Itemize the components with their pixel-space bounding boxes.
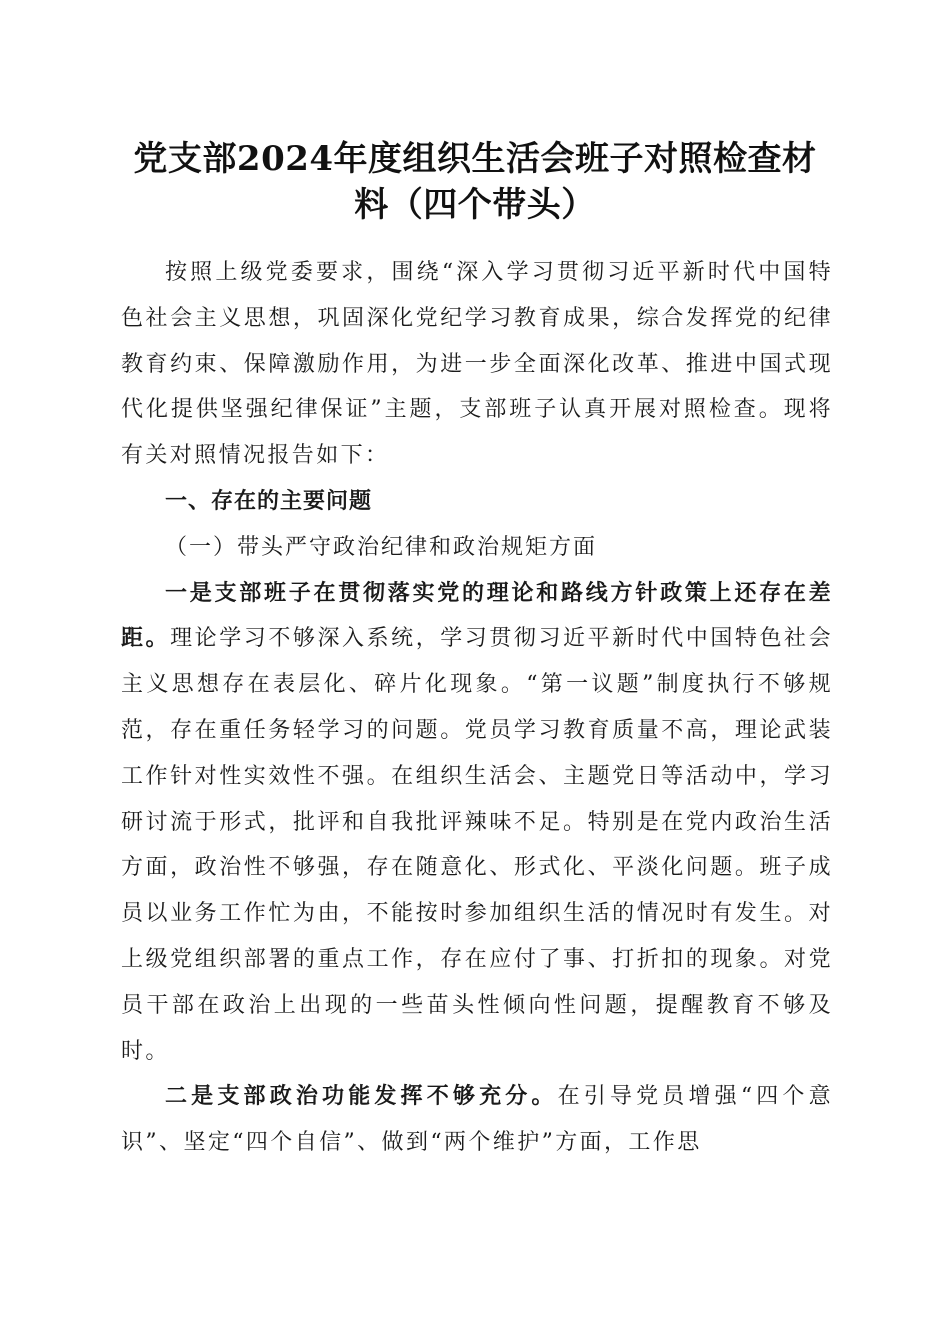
point-2-paragraph: [121, 1074, 833, 1166]
document-body: [121, 250, 833, 1166]
subsection-heading-political-discipline: （一）带头严守政治纪律和政治规矩方面: [165, 534, 598, 560]
intro-paragraph: 按照上级党委要求，围绕“深入学习贯彻习近平新时代中国特色社会主义思想，巩固深化党纪学习教育成果，综合发挥党的纪律教育约束、保障激励作用，为进一步全面深化改革、推进中国式现代化提供坚强纪律保证”主题，支部班子认真开展对照检查。现将有关对照情况报告如下：: [121, 260, 833, 469]
point-1-lead: 一是支部班子在贯彻落实党的理论和路线方针政策上还存在差距。: [121, 579, 833, 652]
title-line-2: 料（四个带头）: [354, 185, 596, 225]
point-2-text: 在引导党员增强“四个意识”、坚定“四个自信”、做到“两个维护”方面，工作思: [121, 1084, 833, 1156]
section-heading-problems: 一、存在的主要问题: [165, 488, 373, 514]
document-title: [110, 136, 840, 228]
point-1-paragraph: [121, 571, 833, 1075]
point-2-lead: 二是支部政治功能发挥不够充分。: [165, 1083, 558, 1110]
point-1-text: 理论学习不够深入系统，学习贯彻习近平新时代中国特色社会主义思想存在表层化、碎片化现象。“第一议题”制度执行不够规范，存在重任务轻学习的问题。党员学习教育质量不高，理论武装工作针对性实效性不强。在组织生活会、主题党日等活动中，学习研讨流于形式，批评和自我批评辣味不足。特别是在党内政治生活方面，政治性不够强，存在随意化、形式化、平淡化问题。班子成员以业务工作忙为由，不能按时参加组织生活的情况时有发生。对上级党组织部署的重点工作，存在应付了事、打折扣的现象。对党员干部在政治上出现的一些苗头性倾向性问题，提醒教育不够及时。: [121, 626, 833, 1064]
title-line-1: 党支部2024年度组织生活会班子对照检查材: [133, 139, 817, 179]
